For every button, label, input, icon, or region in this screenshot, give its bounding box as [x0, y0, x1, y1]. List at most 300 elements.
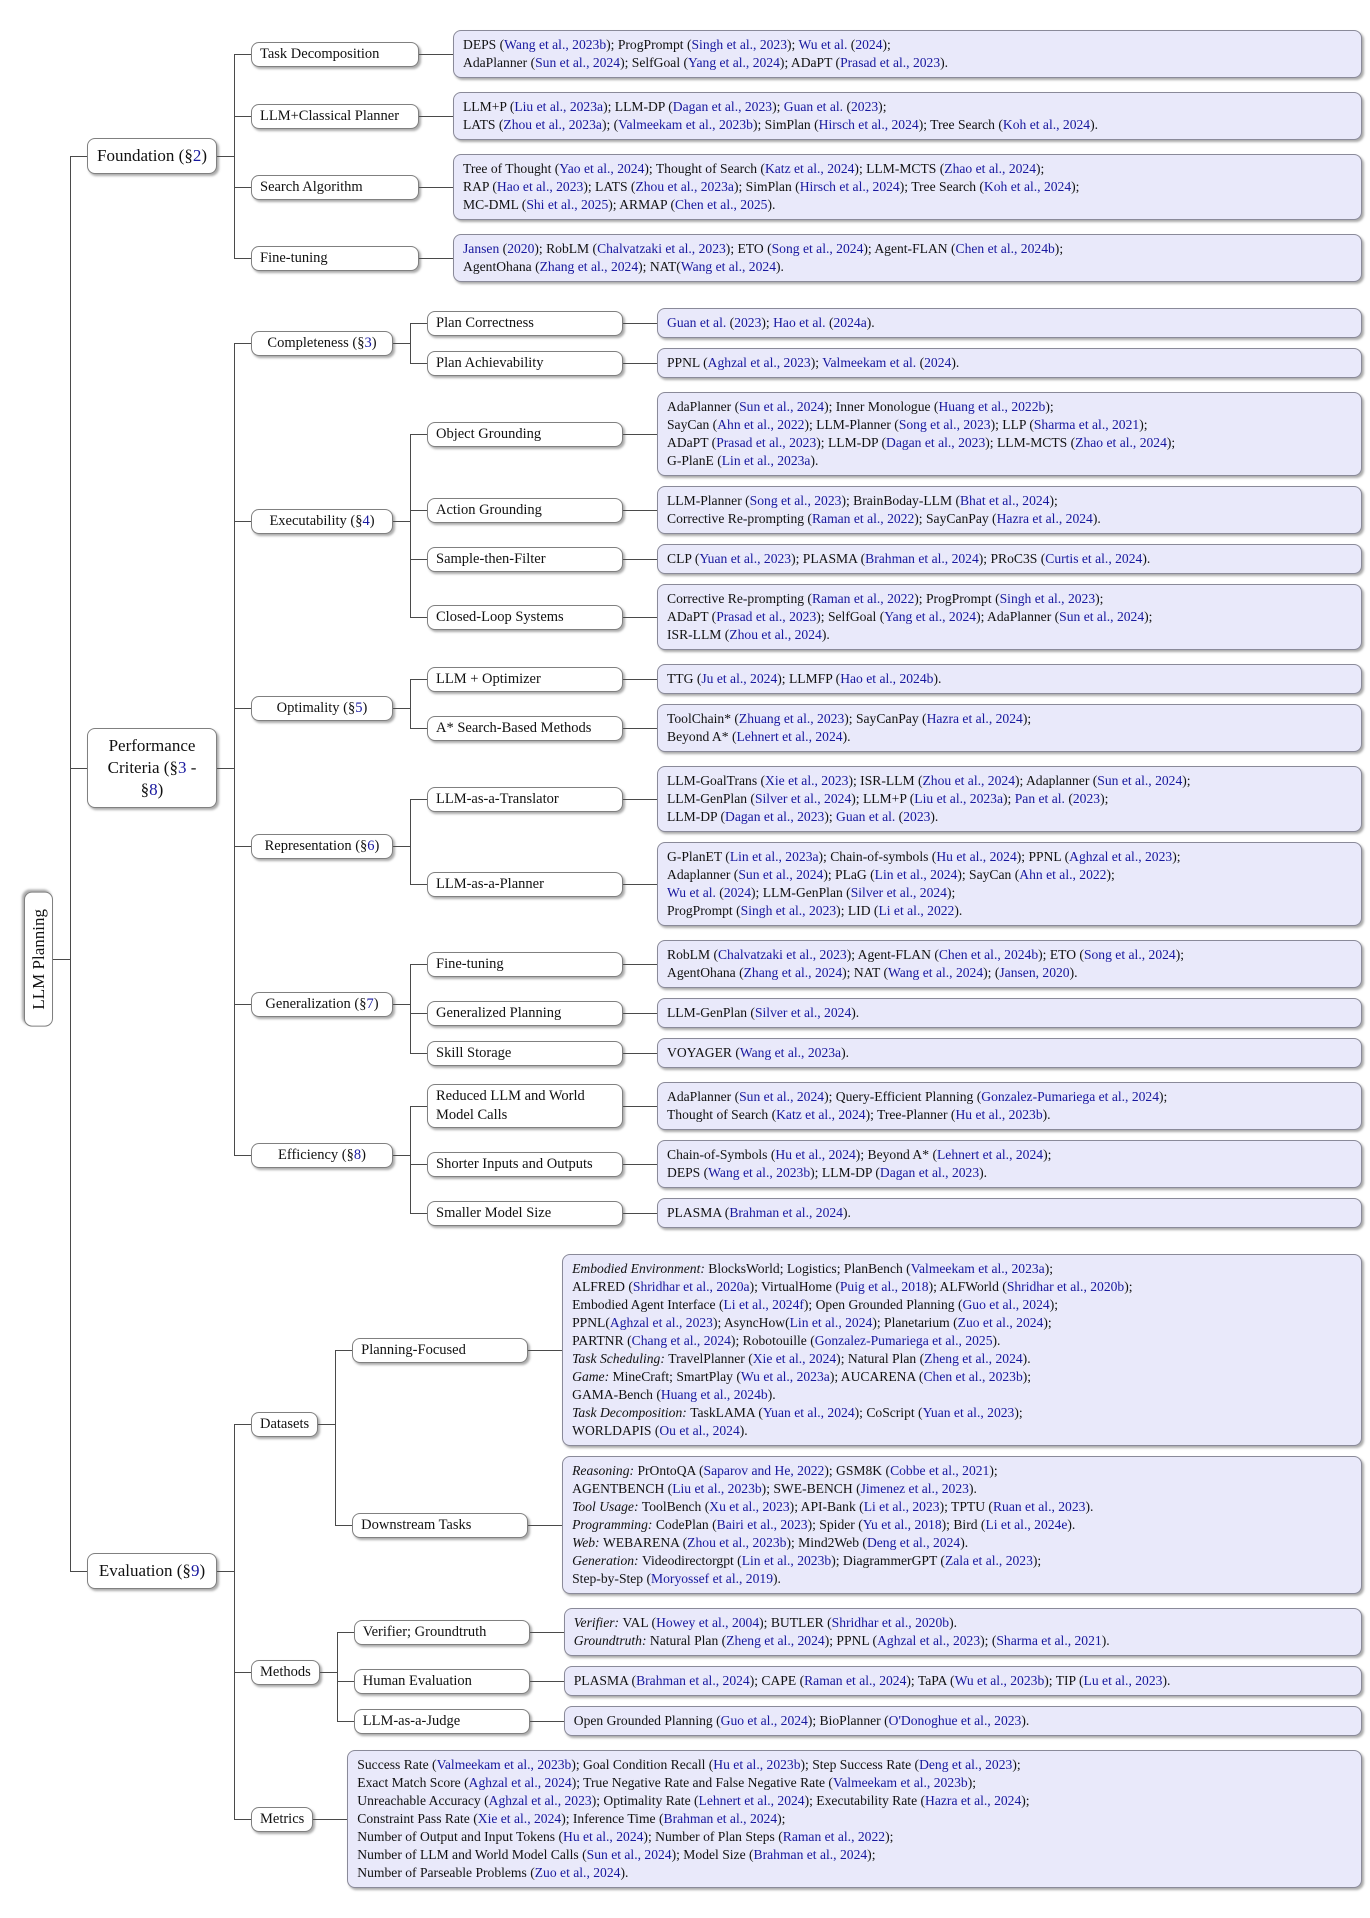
label-datasets: Datasets	[251, 1412, 318, 1437]
citation-link[interactable]: Katz et al., 2024	[776, 1107, 866, 1122]
citations-a-search-based-methods: ToolChain* (Zhuang et al., 2023); SayCanPay (Hazra et al., 2024); Beyond A* (Lehnert et al., 2024).	[657, 704, 1362, 752]
tree-children	[453, 154, 1362, 220]
category-label: Task Scheduling:	[572, 1351, 665, 1366]
citation-link[interactable]: 2023	[1072, 791, 1101, 806]
citation-link[interactable]: Li et al., 2023	[863, 1499, 940, 1514]
citation-link[interactable]: Huang et al., 2022b	[938, 399, 1046, 414]
category-label: Groundtruth:	[573, 1633, 647, 1648]
citation-link[interactable]: Zhang et al., 2024	[743, 965, 843, 980]
citation-link[interactable]: Chen et al., 2024b	[955, 241, 1055, 256]
citations-llm-as-a-planner: G-PlanET (Lin et al., 2023a); Chain-of-symbols (Hu et al., 2024); PPNL (Aghzal et al., 2023); Adaplanner (Sun et al., 2024); PLaG (Lin et al., 2024); SayCan (Ahn et al., 2022); Wu et al. (2024); LLM-GenPlan (Silver et al., 2024); ProgPrompt (Singh et al., 2023); LID (Li et al., 2022).	[657, 842, 1362, 926]
citation-link[interactable]: Jansen	[463, 241, 500, 256]
citation-link[interactable]: Hazra et al., 2024	[925, 1793, 1022, 1808]
citation-link[interactable]: Raman et al., 2022	[811, 591, 915, 606]
citation-link[interactable]: Prasad et al., 2023	[840, 55, 941, 70]
tree-child	[427, 940, 1362, 988]
citation-link[interactable]: Huang et al., 2024b	[660, 1387, 768, 1402]
citation-link[interactable]: Lin et al., 2024	[874, 867, 958, 882]
tree-children	[657, 348, 1362, 378]
tree-branch	[427, 766, 1362, 832]
citation-link[interactable]: Curtis et al., 2024	[1045, 551, 1143, 566]
citation-link[interactable]: Bhat et al., 2024	[959, 493, 1050, 508]
citation-link[interactable]: Moryossef et al., 2019	[651, 1571, 773, 1586]
tree-child	[657, 348, 1362, 378]
tree-children	[352, 1254, 1362, 1594]
citation-link[interactable]: Xie et al., 2023	[765, 773, 849, 788]
citation-link[interactable]: Song et al., 2024	[1083, 947, 1176, 962]
tree-child	[657, 704, 1362, 752]
tree-child	[251, 664, 1362, 752]
citation-link[interactable]: Aghzal et al., 2023	[707, 355, 811, 370]
tree-child	[562, 1456, 1362, 1594]
citation-link[interactable]: Brahman et al., 2024	[636, 1673, 750, 1688]
citation-link[interactable]: Guo et al., 2024	[720, 1713, 808, 1728]
citations-fine-tuning: RobLM (Chalvatzaki et al., 2023); Agent-FLAN (Chen et al., 2024b); ETO (Song et al., 2024); AgentOhana (Zhang et al., 2024); NAT (Wang et al., 2024); (Jansen, 2020).	[657, 940, 1362, 988]
citation-link[interactable]: Zheng et al., 2024	[726, 1633, 825, 1648]
citation-link[interactable]: Zhao et al., 2024	[944, 161, 1037, 176]
citation-link[interactable]: Wu et al.	[667, 885, 716, 900]
citation-link[interactable]: Jansen, 2020	[999, 965, 1070, 980]
citation-link[interactable]: Yang et al., 2024	[688, 55, 780, 70]
citation-link[interactable]: Yu et al., 2018	[862, 1517, 942, 1532]
citation-link[interactable]: Zhou et al., 2024	[729, 627, 822, 642]
citation-link[interactable]: Ruan et al., 2023	[992, 1499, 1086, 1514]
citation-link[interactable]: Pan et al.	[1014, 791, 1065, 806]
tree-children	[427, 664, 1362, 752]
tree-branch	[251, 766, 1362, 926]
citation-link[interactable]: Zhao et al., 2024	[1075, 435, 1167, 450]
citation-link[interactable]: Sun et al., 2024	[738, 867, 824, 882]
citation-link[interactable]: Li et al., 2024f	[723, 1297, 804, 1312]
citation-link[interactable]: Lin et al., 2023a	[721, 453, 811, 468]
citation-link[interactable]: Prasad et al., 2023	[716, 435, 817, 450]
tree-child	[427, 392, 1362, 476]
citation-link[interactable]: Hazra et al., 2024	[926, 711, 1023, 726]
tree-children	[657, 392, 1362, 476]
tree-children	[427, 1082, 1362, 1228]
citation-link[interactable]: 7	[366, 995, 374, 1012]
citations-verifier-groundtruth: Verifier: VAL (Howey et al., 2004); BUTLER (Shridhar et al., 2020b). Groundtruth: Natural Plan (Zheng et al., 2024); PPNL (Aghzal et al., 2023); (Sharma et al., 2021).	[564, 1608, 1362, 1656]
tree-child	[352, 1254, 1362, 1446]
tree-child	[251, 234, 1362, 282]
tree-children	[427, 766, 1362, 926]
tree-child	[657, 940, 1362, 988]
citation-link[interactable]: Lin et al., 2023a	[729, 849, 819, 864]
citation-link[interactable]: Silver et al., 2024	[850, 885, 947, 900]
citation-link[interactable]: Koh et al., 2024	[983, 179, 1072, 194]
tree-branch	[87, 308, 1362, 1228]
citation-link[interactable]: Cobbe et al., 2021	[890, 1463, 990, 1478]
citation-link[interactable]: Hu et al., 2024	[775, 1147, 856, 1162]
citation-link[interactable]: Xu et al., 2023	[709, 1499, 790, 1514]
citation-link[interactable]: O'Donoghue et al., 2023	[888, 1713, 1022, 1728]
tree-branch	[427, 664, 1362, 694]
citation-link[interactable]: Hao et al., 2023	[496, 179, 584, 194]
citation-link[interactable]: Sun et al., 2024	[586, 1847, 672, 1862]
citation-link[interactable]: 9	[190, 1561, 200, 1580]
citation-link[interactable]: Silver et al., 2024	[754, 791, 852, 806]
citation-link[interactable]: Yuan et al., 2023	[699, 551, 792, 566]
citation-link[interactable]: 4	[362, 512, 370, 529]
tree-child	[427, 1198, 1362, 1228]
citation-link[interactable]: Hu et al., 2024	[563, 1829, 644, 1844]
citation-link[interactable]: Zhou et al., 2023a	[503, 117, 602, 132]
tree-branch	[427, 486, 1362, 534]
citations-planning-focused: Embodied Environment: BlocksWorld; Logistics; PlanBench (Valmeekam et al., 2023a); ALFRED (Shridhar et al., 2020a); VirtualHome (Puig et al., 2018); ALFWorld (Shridhar et al., 2020b); Embodied Agent Interface (Li et al., 2024f); Open Grounded Planning (Guo et al., 2024); PPNL(Aghzal et al., 2023); AsyncHow(Lin et al., 2024); Planetarium (Zuo et al., 2024); PARTNR (Chang et al., 2024); Robotouille (Gonzalez-Pumariega et al., 2025). Task Scheduling: TravelPlanner (Xie et al., 2024); Natural Plan (Zheng et al., 2024). Game: MineCraft; SmartPlay (Wu et al., 2023a); AUCARENA (Chen et al., 2023b); GAMA-Bench (Huang et al., 2024b). Task Decomposition: TaskLAMA (Yuan et al., 2024); CoScript (Yuan et al., 2023); WORLDAPIS (Ou et al., 2024).	[562, 1254, 1362, 1446]
citation-link[interactable]: Valmeekam et al., 2023b	[436, 1757, 572, 1772]
citation-link[interactable]: Jimenez et al., 2023	[860, 1481, 969, 1496]
tree-children	[453, 92, 1362, 140]
citation-link[interactable]: Xie et al., 2024	[752, 1351, 837, 1366]
citation-link[interactable]: Lehnert et al., 2024	[936, 1147, 1044, 1162]
label-shorter-inputs-and-outputs: Shorter Inputs and Outputs	[427, 1152, 623, 1177]
tree-children	[453, 234, 1362, 282]
citation-link[interactable]: Chalvatzaki et al., 2023	[717, 947, 847, 962]
label-executability-4: Executability (§4)	[251, 509, 393, 534]
citation-link[interactable]: Li et al., 2024e	[985, 1517, 1068, 1532]
citation-link[interactable]: Raman et al., 2022	[811, 511, 915, 526]
citation-link[interactable]: Ahn et al., 2022	[1019, 867, 1107, 882]
citation-link[interactable]: Guan et al.	[667, 315, 727, 330]
citation-link[interactable]: Zhuang et al., 2023	[738, 711, 845, 726]
citation-link[interactable]: Zhang et al., 2024	[539, 259, 639, 274]
tree-child	[657, 392, 1362, 476]
citation-link[interactable]: Ahn et al., 2022	[717, 417, 805, 432]
category-label: Game:	[572, 1369, 610, 1384]
citation-link[interactable]: Valmeekam et al.	[822, 355, 917, 370]
citation-link[interactable]: Dagan et al., 2023	[672, 99, 773, 114]
citations-llm-as-a-judge: Open Grounded Planning (Guo et al., 2024); BioPlanner (O'Donoghue et al., 2023).	[564, 1706, 1362, 1736]
label-llm-as-a-planner: LLM-as-a-Planner	[427, 872, 623, 897]
tree-branch	[251, 154, 1362, 220]
citation-link[interactable]: 6	[367, 837, 375, 854]
citation-link[interactable]: Singh et al., 2023	[740, 903, 837, 918]
citations-smaller-model-size: PLASMA (Brahman et al., 2024).	[657, 1198, 1362, 1228]
tree-branch	[427, 348, 1362, 378]
label-plan-achievability: Plan Achievability	[427, 351, 623, 376]
citation-link[interactable]: Koh et al., 2024	[1002, 117, 1091, 132]
citation-link[interactable]: Silver et al., 2024	[754, 1005, 852, 1020]
citation-link[interactable]: Sun et al., 2024	[1059, 609, 1145, 624]
tree-branch	[87, 1254, 1362, 1888]
citation-link[interactable]: 3	[177, 758, 187, 777]
tree-child	[427, 1082, 1362, 1130]
tree-child	[251, 1082, 1362, 1228]
citations-human-evaluation: PLASMA (Brahman et al., 2024); CAPE (Raman et al., 2024); TaPA (Wu et al., 2023b); TIP (Lu et al., 2023).	[564, 1666, 1362, 1696]
tree-children	[657, 940, 1362, 988]
citation-link[interactable]: Song et al., 2024	[771, 241, 864, 256]
citation-link[interactable]: Wu et al., 2023a	[740, 1369, 830, 1384]
citation-link[interactable]: 2024	[855, 37, 883, 52]
citation-link[interactable]: 8	[149, 780, 158, 799]
citation-link[interactable]: Hirsch et al., 2024	[818, 117, 919, 132]
label-task-decomposition: Task Decomposition	[251, 42, 419, 67]
label-representation-6: Representation (§6)	[251, 834, 393, 859]
citation-link[interactable]: Dagan et al., 2023	[879, 1165, 980, 1180]
citation-link[interactable]: Hao et al., 2024b	[840, 671, 934, 686]
citation-link[interactable]: Lu et al., 2023	[1083, 1673, 1163, 1688]
citation-link[interactable]: Lin et al., 2023b	[741, 1553, 832, 1568]
tree-children	[453, 30, 1362, 78]
citation-link[interactable]: 2023	[903, 809, 931, 824]
citation-link[interactable]: Valmeekam et al., 2023b	[832, 1775, 968, 1790]
citation-link[interactable]: Bairi et al., 2023	[716, 1517, 808, 1532]
citation-link[interactable]: Song et al., 2023	[898, 417, 991, 432]
citation-link[interactable]: Shi et al., 2025	[526, 197, 609, 212]
citation-link[interactable]: Liu et al., 2023a	[914, 791, 1004, 806]
citation-link[interactable]: Guan et al.	[836, 809, 896, 824]
citation-link[interactable]: Deng et al., 2024	[866, 1535, 961, 1550]
tree-child	[453, 234, 1362, 282]
tree-branch	[24, 10, 1362, 1908]
citation-link[interactable]: Dagan et al., 2023	[725, 809, 825, 824]
tree-children	[347, 1750, 1362, 1888]
label-human-evaluation: Human Evaluation	[354, 1669, 530, 1694]
citation-link[interactable]: Deng et al., 2023	[919, 1757, 1013, 1772]
citation-link[interactable]: Yuan et al., 2024	[762, 1405, 855, 1420]
citation-link[interactable]: Guan et al.	[783, 99, 844, 114]
tree-children	[562, 1456, 1362, 1594]
category-label: Embodied Environment:	[572, 1261, 705, 1276]
label-optimality-5: Optimality (§5)	[251, 696, 393, 721]
label-verifier-groundtruth: Verifier; Groundtruth	[354, 1620, 530, 1645]
tree-children	[251, 1254, 1362, 1888]
tree-child	[427, 1140, 1362, 1188]
citation-link[interactable]: 2	[192, 146, 202, 165]
label-completeness-3: Completeness (§3)	[251, 331, 393, 356]
tree-child	[427, 486, 1362, 534]
citation-link[interactable]: Hu et al., 2024	[936, 849, 1017, 864]
category-label: Task Decomposition:	[572, 1405, 687, 1420]
tree-branch	[251, 308, 1362, 378]
citation-link[interactable]: Hazra et al., 2024	[996, 511, 1093, 526]
citation-link[interactable]: Valmeekam et al., 2023a	[910, 1261, 1045, 1276]
citation-link[interactable]: Liu et al., 2023b	[672, 1481, 762, 1496]
citation-link[interactable]: Chen et al., 2025	[674, 197, 768, 212]
citations-metrics: Success Rate (Valmeekam et al., 2023b); Goal Condition Recall (Hu et al., 2023b); Step Success Rate (Deng et al., 2023); Exact Match Score (Aghzal et al., 2024); True Negative Rate and False Negative Rate (Valmeekam et al., 2023b); Unreachable Accuracy (Aghzal et al., 2023); Optimality Rate (Lehnert et al., 2024); Executability Rate (Hazra et al., 2024); Constraint Pass Rate (Xie et al., 2024); Inference Time (Brahman et al., 2024); Number of Output and Input Tokens (Hu et al., 2024); Number of Plan Steps (Raman et al., 2022); Number of LLM and World Model Calls (Sun et al., 2024); Model Size (Brahman et al., 2024); Number of Parseable Problems (Zuo et al., 2024).	[347, 1750, 1362, 1888]
citation-link[interactable]: Gonzalez-Pumariega et al., 2024	[981, 1089, 1160, 1104]
citations-sample-then-filter: CLP (Yuan et al., 2023); PLASMA (Brahman et al., 2024); PRoC3S (Curtis et al., 2024).	[657, 544, 1362, 574]
label-llm-as-a-translator: LLM-as-a-Translator	[427, 787, 623, 812]
tree-branch	[251, 1608, 1362, 1736]
citation-link[interactable]: Valmeekam et al., 2023b	[618, 117, 753, 132]
citation-link[interactable]: Zala et al., 2023	[944, 1553, 1033, 1568]
tree-branch	[251, 1750, 1362, 1888]
category-label: Reasoning:	[572, 1463, 635, 1478]
citation-link[interactable]: Sun et al., 2024	[739, 399, 825, 414]
tree-child	[251, 940, 1362, 1068]
tree-children	[251, 30, 1362, 282]
citation-link[interactable]: 2024	[723, 885, 752, 900]
citation-link[interactable]: 3	[364, 334, 372, 351]
citation-link[interactable]: Shridhar et al., 2020b	[1006, 1279, 1125, 1294]
tree-child	[427, 998, 1362, 1028]
citation-link[interactable]: Li et al., 2022	[878, 903, 955, 918]
tree-branch	[354, 1608, 1362, 1656]
citation-link[interactable]: Singh et al., 2023	[999, 591, 1096, 606]
tree-branch	[251, 664, 1362, 752]
tree-child	[427, 1038, 1362, 1068]
tree-child	[427, 544, 1362, 574]
label-efficiency-8: Efficiency (§8)	[251, 1143, 393, 1168]
citation-link[interactable]: Zhou et al., 2023a	[635, 179, 734, 194]
citations-action-grounding: LLM-Planner (Song et al., 2023); BrainBoday-LLM (Bhat et al., 2024); Corrective Re-prompting (Raman et al., 2022); SayCanPay (Hazra et al., 2024).	[657, 486, 1362, 534]
citation-link[interactable]: Katz et al., 2024	[764, 161, 855, 176]
citation-link[interactable]: Song et al., 2023	[749, 493, 842, 508]
citation-link[interactable]: Chen et al., 2024b	[938, 947, 1039, 962]
citation-link[interactable]: Sun et al., 2024	[739, 1089, 825, 1104]
tree-child	[427, 308, 1362, 338]
label-llm-classical-planner: LLM+Classical Planner	[251, 104, 419, 129]
citation-link[interactable]: Yuan et al., 2023	[922, 1405, 1015, 1420]
citation-link[interactable]: Wang et al., 2023b	[504, 37, 607, 52]
citation-link[interactable]: Lin et al., 2024	[789, 1315, 873, 1330]
citation-link[interactable]: 8	[353, 1146, 362, 1163]
citation-link[interactable]: Shridhar et al., 2020a	[632, 1279, 750, 1294]
tree-branch	[427, 1038, 1362, 1068]
citation-link[interactable]: Aghzal et al., 2023	[1069, 849, 1173, 864]
tree-branch	[354, 1666, 1362, 1696]
label-action-grounding: Action Grounding	[427, 498, 623, 523]
tree-children	[657, 486, 1362, 534]
citation-link[interactable]: Brahman et al., 2024	[865, 551, 979, 566]
citation-link[interactable]: Ou et al., 2024	[659, 1423, 740, 1438]
citation-link[interactable]: Aghzal et al., 2023	[877, 1633, 981, 1648]
label-planning-focused: Planning-Focused	[352, 1338, 528, 1363]
tree-children	[564, 1666, 1362, 1696]
citation-link[interactable]: Guo et al., 2024	[962, 1297, 1050, 1312]
citation-link[interactable]: Prasad et al., 2023	[716, 609, 817, 624]
citations-closed-loop-systems: Corrective Re-prompting (Raman et al., 2022); ProgPrompt (Singh et al., 2023); ADaPT (Prasad et al., 2023); SelfGoal (Yang et al., 2024); AdaPlanner (Sun et al., 2024); ISR-LLM (Zhou et al., 2024).	[657, 584, 1362, 650]
citation-link[interactable]: Zhou et al., 2023b	[687, 1535, 787, 1550]
tree-child	[657, 664, 1362, 694]
citation-link[interactable]: 2023	[734, 315, 762, 330]
tree-child	[352, 1456, 1362, 1594]
tree-child	[251, 1254, 1362, 1594]
citation-link[interactable]: Brahman et al., 2024	[753, 1847, 868, 1862]
citation-link[interactable]: Lehnert et al., 2024	[736, 729, 843, 744]
citation-link[interactable]: Aghzal et al., 2023	[488, 1793, 592, 1808]
tree-children	[657, 766, 1362, 832]
citation-link[interactable]: Liu et al., 2023a	[514, 99, 604, 114]
citation-link[interactable]: Zhou et al., 2024	[922, 773, 1015, 788]
citations-task-decomposition: DEPS (Wang et al., 2023b); ProgPrompt (Singh et al., 2023); Wu et al. (2024); AdaPlanner (Sun et al., 2024); SelfGoal (Yang et al., 2024); ADaPT (Prasad et al., 2023).	[453, 30, 1362, 78]
tree-branch	[251, 30, 1362, 78]
citations-shorter-inputs-and-outputs: Chain-of-Symbols (Hu et al., 2024); Beyond A* (Lehnert et al., 2024); DEPS (Wang et al., 2023b); LLM-DP (Dagan et al., 2023).	[657, 1140, 1362, 1188]
tree-child	[657, 998, 1362, 1028]
citation-link[interactable]: Xie et al., 2024	[477, 1811, 562, 1826]
citations-reduced-llm-and-world-model-calls: AdaPlanner (Sun et al., 2024); Query-Efficient Planning (Gonzalez-Pumariega et al., 2024); Thought of Search (Katz et al., 2024); Tree-Planner (Hu et al., 2023b).	[657, 1082, 1362, 1130]
citation-link[interactable]: Wu et al., 2023b	[954, 1673, 1045, 1688]
citation-link[interactable]: Hu et al., 2023b	[713, 1757, 801, 1772]
tree-child	[453, 154, 1362, 220]
citation-link[interactable]: Hirsch et al., 2024	[799, 179, 900, 194]
citation-link[interactable]: 2020	[507, 241, 535, 256]
citation-link[interactable]: Sharma et al., 2021	[996, 1633, 1102, 1648]
citation-link[interactable]: Aghzal et al., 2024	[468, 1775, 572, 1790]
citation-link[interactable]: Ju et al., 2024	[701, 671, 778, 686]
citation-link[interactable]: Sun et al., 2024	[535, 55, 621, 70]
citations-generalized-planning: LLM-GenPlan (Silver et al., 2024).	[657, 998, 1362, 1028]
citation-link[interactable]: Wang et al., 2024	[887, 965, 984, 980]
tree-branch	[427, 1140, 1362, 1188]
citation-link[interactable]: Sun et al., 2024	[1097, 773, 1183, 788]
label-foundation-2: Foundation (§2)	[87, 138, 217, 174]
citations-downstream-tasks: Reasoning: PrOntoQA (Saparov and He, 2022); GSM8K (Cobbe et al., 2021); AGENTBENCH (Liu et al., 2023b); SWE-BENCH (Jimenez et al., 2023). Tool Usage: ToolBench (Xu et al., 2023); API-Bank (Li et al., 2023); TPTU (Ruan et al., 2023). Programming: CodePlan (Bairi et al., 2023); Spider (Yu et al., 2018); Bird (Li et al., 2024e). Web: WEBARENA (Zhou et al., 2023b); Mind2Web (Deng et al., 2024). Generation: Videodirectorgpt (Lin et al., 2023b); DiagrammerGPT (Zala et al., 2023); Step-by-Step (Moryossef et al., 2019).	[562, 1456, 1362, 1594]
label-performance-criteria-3-8: Performance Criteria (§3 - §8)	[87, 728, 217, 808]
citation-link[interactable]: Zheng et al., 2024	[924, 1351, 1023, 1366]
citation-link[interactable]: Hao et al.	[773, 315, 826, 330]
citation-link[interactable]: Brahman et al., 2024	[663, 1811, 778, 1826]
citation-link[interactable]: Shridhar et al., 2020b	[831, 1615, 950, 1630]
citation-link[interactable]: Chalvatzaki et al., 2023	[597, 241, 726, 256]
citation-link[interactable]: Yang et al., 2024	[884, 609, 977, 624]
tree-child	[453, 30, 1362, 78]
citation-link[interactable]: Raman et al., 2024	[804, 1673, 907, 1688]
citation-link[interactable]: Raman et al., 2022	[782, 1829, 886, 1844]
citation-link[interactable]: 2024a	[833, 315, 867, 330]
category-label: Verifier:	[573, 1615, 620, 1630]
tree-children	[657, 664, 1362, 694]
citation-link[interactable]: Saparov and He, 2022	[703, 1463, 825, 1478]
tree-branch	[251, 1254, 1362, 1594]
citation-link[interactable]: Sharma et al., 2021	[1033, 417, 1140, 432]
tree-children	[564, 1706, 1362, 1736]
tree-children	[562, 1254, 1362, 1446]
tree-children	[427, 392, 1362, 650]
citation-link[interactable]: Wu et al.	[798, 37, 848, 52]
citation-link[interactable]: Yao et al., 2024	[559, 161, 645, 176]
citation-link[interactable]: Wang et al., 2023a	[739, 1045, 842, 1060]
tree-child	[354, 1666, 1362, 1696]
tree-child	[453, 92, 1362, 140]
citation-link[interactable]: Singh et al., 2023	[691, 37, 788, 52]
citation-link[interactable]: Howey et al., 2004	[656, 1615, 760, 1630]
label-generalization-7: Generalization (§7)	[251, 992, 393, 1017]
citation-link[interactable]: Zuo et al., 2024	[957, 1315, 1044, 1330]
citation-link[interactable]: Chang et al., 2024	[631, 1333, 731, 1348]
tree-child	[564, 1608, 1362, 1656]
citation-link[interactable]: Zuo et al., 2024	[534, 1865, 621, 1880]
tree-branch	[427, 842, 1362, 926]
citation-link[interactable]: 2024	[924, 355, 952, 370]
citation-link[interactable]: 2023	[850, 99, 879, 114]
citation-link[interactable]: Aghzal et al., 2023	[609, 1315, 713, 1330]
tree-child	[427, 766, 1362, 832]
citations-plan-correctness: Guan et al. (2023); Hao et al. (2024a).	[657, 308, 1362, 338]
citation-link[interactable]: Hu et al., 2023b	[955, 1107, 1043, 1122]
citation-link[interactable]: Dagan et al., 2023	[886, 435, 986, 450]
tree-child	[87, 308, 1362, 1228]
citation-link[interactable]: Puig et al., 2018	[839, 1279, 929, 1294]
citations-object-grounding: AdaPlanner (Sun et al., 2024); Inner Monologue (Huang et al., 2022b); SayCan (Ahn et al., 2022); LLM-Planner (Song et al., 2023); LLP (Sharma et al., 2021); ADaPT (Prasad et al., 2023); LLM-DP (Dagan et al., 2023); LLM-MCTS (Zhao et al., 2024); G-PlanE (Lin et al., 2023a).	[657, 392, 1362, 476]
citation-link[interactable]: 5	[355, 699, 363, 716]
citation-link[interactable]: Chen et al., 2023b	[923, 1369, 1023, 1384]
citation-link[interactable]: Lehnert et al., 2024	[698, 1793, 805, 1808]
tree-children	[427, 308, 1362, 378]
tree-child	[564, 1706, 1362, 1736]
citation-link[interactable]: Wang et al., 2023b	[708, 1165, 811, 1180]
citations-skill-storage: VOYAGER (Wang et al., 2023a).	[657, 1038, 1362, 1068]
tree-children	[354, 1608, 1362, 1736]
citation-link[interactable]: Brahman et al., 2024	[729, 1205, 843, 1220]
label-llm-optimizer: LLM + Optimizer	[427, 667, 623, 692]
citation-link[interactable]: Wang et al., 2024	[680, 259, 776, 274]
tree-child	[564, 1666, 1362, 1696]
citation-link[interactable]: Gonzalez-Pumariega et al., 2025	[814, 1333, 993, 1348]
tree-branch	[352, 1254, 1362, 1446]
tree-child	[427, 704, 1362, 752]
